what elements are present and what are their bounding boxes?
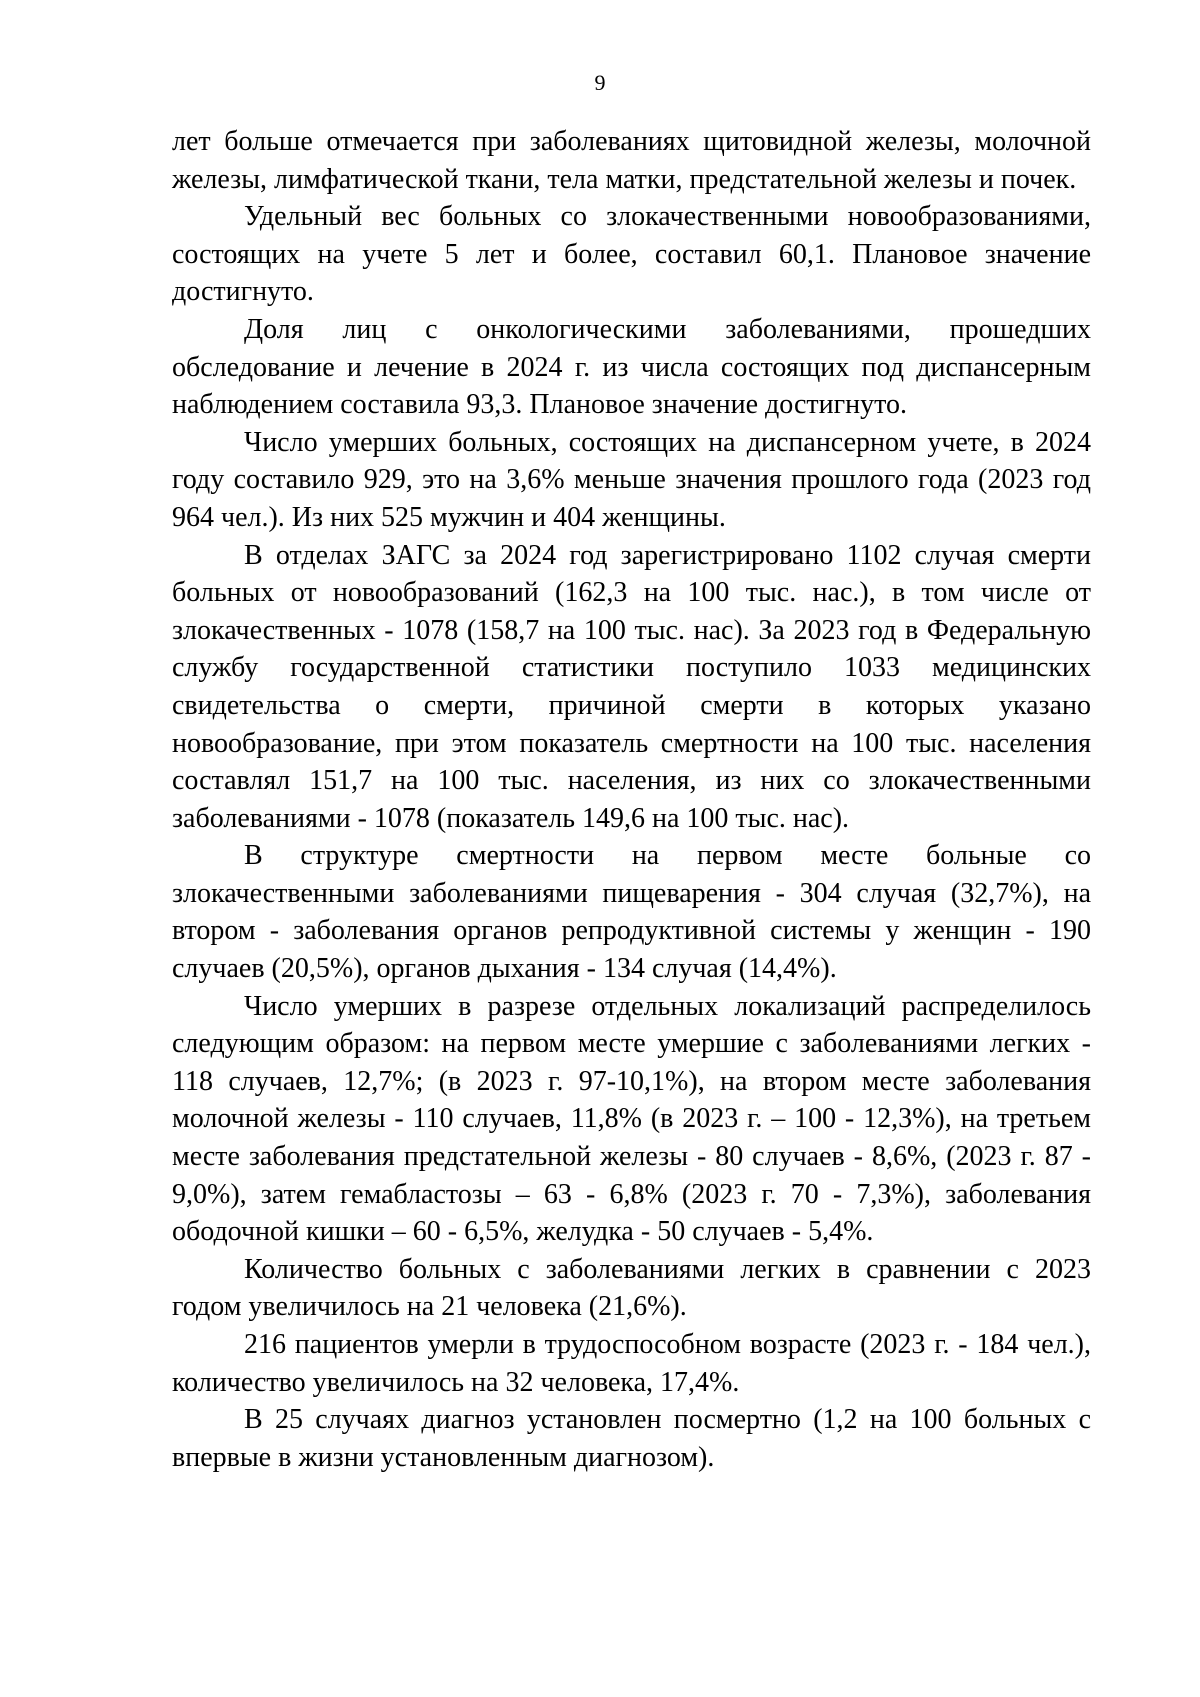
page-number: 9 (594, 70, 606, 95)
paragraph-postmortem-diagnosis: В 25 случаях диагноз установлен посмертно (1,2 на 100 больных с впервые в жизни установленным диагнозом). (172, 1404, 1091, 1473)
paragraph-mortality-structure: В структуре смертности на первом месте больные со злокачественными заболеваниями пищеварения - 304 случая (32,7%), на втором - заболевания органов репродуктивной системы у женщин - 190 случаев (20,5%), органов дыхания - 134 случая (14,4%). (172, 840, 1091, 985)
paragraph-localizations: Число умерших в разрезе отдельных локализаций распределилось следующим образом: на первом месте умершие с заболеваниями легких - 118 случаев, 12,7%; (в 2023 г. 97-10,1%), на втором месте заболевания молочной железы - 110 случаев, 11,8% (в 2023 г. – 100 - 12,3%), на третьем месте заболевания предстательной железы - 80 случаев - 8,6%, (2023 г. 87 - 9,0%), затем гемабластозы – 63 - 6,8% (2023 г. 70 - 7,3%), заболевания ободочной кишки – 60 - 6,5%, желудка - 50 случаев - 5,4%. (172, 990, 1091, 1248)
paragraph-specific-weight: Удельный вес больных со злокачественными новообразованиями, состоящих на учете 5 лет и более, составил 60,1. Плановое значение достигнуто. (172, 201, 1091, 308)
paragraph-zags-registry: В отделах ЗАГС за 2024 год зарегистрировано 1102 случая смерти больных от новообразований (162,3 на 100 тыс. нас.), в том числе от злокачественных - 1078 (158,7 на 100 тыс. нас). За 2023 год в Федеральную службу государственной статистики поступило 1033 медицинских свидетельства о смерти, причиной смерти в которых указано новообразование, при этом показатель смертности на 100 тыс. населения составлял 151,7 на 100 тыс. населения, из них со злокачественными заболеваниями - 1078 (показатель 149,6 на 100 тыс. нас). (172, 539, 1091, 834)
paragraph-deaths-count: Число умерших больных, состоящих на диспансерном учете, в 2024 году составило 929, это на 3,6% меньше значения прошлого года (2023 год 964 чел.). Из них 525 мужчин и 404 женщины. (172, 426, 1091, 533)
document-body (172, 123, 1091, 1476)
paragraph-working-age: 216 пациентов умерли в трудоспособном возрасте (2023 г. - 184 чел.), количество увеличилось на 32 человека, 17,4%. (172, 1329, 1091, 1398)
paragraph-continuation: лет больше отмечается при заболеваниях щитовидной железы, молочной железы, лимфатической ткани, тела матки, предстательной железы и почек. (172, 126, 1091, 195)
paragraph-oncology-share: Доля лиц с онкологическими заболеваниями, прошедших обследование и лечение в 2024 г. из числа состоящих под диспансерным наблюдением составила 93,3. Плановое значение достигнуто. (172, 313, 1091, 421)
paragraph-lung-cases: Количество больных с заболеваниями легких в сравнении с 2023 годом увеличилось на 21 человека (21,6%). (172, 1253, 1091, 1323)
